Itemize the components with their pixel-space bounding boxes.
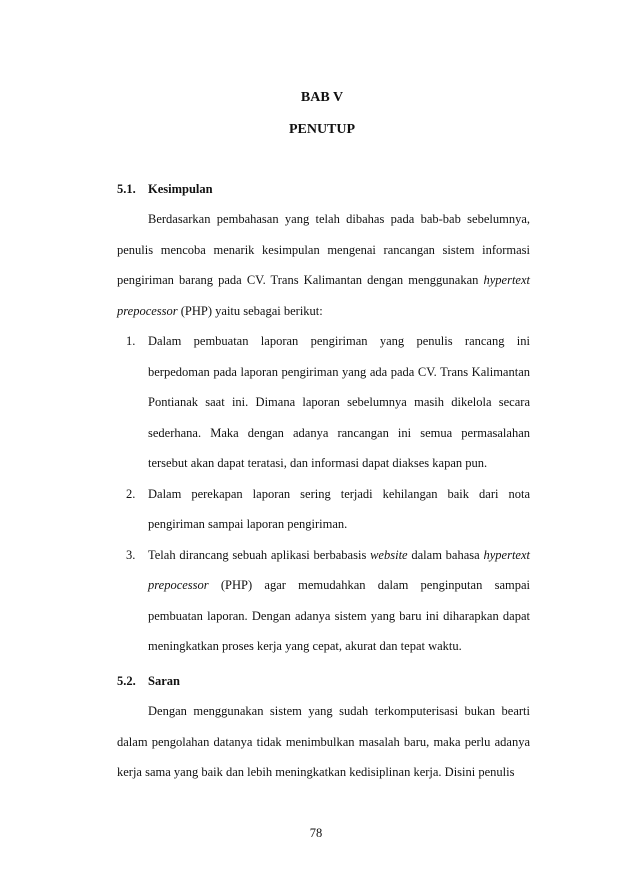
section-number: 5.2.: [117, 674, 136, 688]
list-marker: 3.: [126, 547, 136, 562]
list-marker: 1.: [126, 334, 136, 348]
list-item-text: Dalam perekapan laporan sering terjadi kehilangan baik dari nota pengiriman sampai laporan pengiriman.: [148, 486, 530, 531]
chapter-title: PENUTUP: [288, 122, 356, 137]
section-heading-kesimpulan: [117, 182, 213, 197]
intro-text-2: (PHP) yaitu sebagai berikut:: [177, 303, 323, 318]
intro-paragraph: [117, 204, 530, 326]
list-item-italic-1: website: [370, 547, 408, 562]
list-item-italic-2: hypertext prepocessor: [148, 547, 530, 592]
section-number: 5.1.: [117, 182, 136, 196]
saran-paragraph: Dengan menggunakan sistem yang sudah terkomputerisasi bukan bearti dalam pengolahan datanya tidak menimbulkan masalah baru, maka perlu adanya kerja sama yang baik dan lebih meningkatkan kedisiplinan kerja. Disini penulis: [117, 704, 530, 779]
list-item-text-3: (PHP) agar memudahkan dalam penginputan sampai pembuatan laporan. Dengan adanya sistem yang baru ini diharapkan dapat meningkatkan proses kerja yang cepat, akurat dan tepat waktu.: [148, 578, 530, 653]
list-item-text-2: dalam bahasa: [407, 547, 484, 562]
chapter-number: BAB V: [300, 90, 344, 105]
section-title: Saran: [148, 674, 180, 688]
list-item-text: Dalam pembuatan laporan pengiriman yang penulis rancang ini berpedoman pada laporan pengiriman yang ada pada CV. Trans Kalimantan Pontianak saat ini. Dimana laporan sebelumnya masih dikelola secara sederhana. Maka dengan adanya rancangan ini semua permasalahan tersebut akan dapat teratasi, dan informasi dapat diakses kapan pun.: [148, 334, 530, 470]
list-item-text-1: Telah dirancang sebuah aplikasi berbabasis: [148, 547, 371, 562]
list-item: [117, 479, 530, 540]
intro-text-1: Berdasarkan pembahasan yang telah dibahas pada bab-bab sebelumnya, penulis mencoba menarik kesimpulan mengenai rancangan sistem informasi pengiriman barang pada CV. Trans Kalimantan dengan menggunakan: [117, 212, 530, 287]
section-title: Kesimpulan: [148, 182, 213, 196]
page-number: 78: [309, 826, 323, 840]
section-heading-saran: [117, 674, 180, 689]
list-marker: 2.: [126, 486, 136, 501]
list-item: [117, 540, 530, 662]
conclusion-list: [117, 326, 530, 662]
list-item: [117, 326, 530, 479]
intro-italic-term: hypertext prepocessor: [117, 273, 530, 318]
